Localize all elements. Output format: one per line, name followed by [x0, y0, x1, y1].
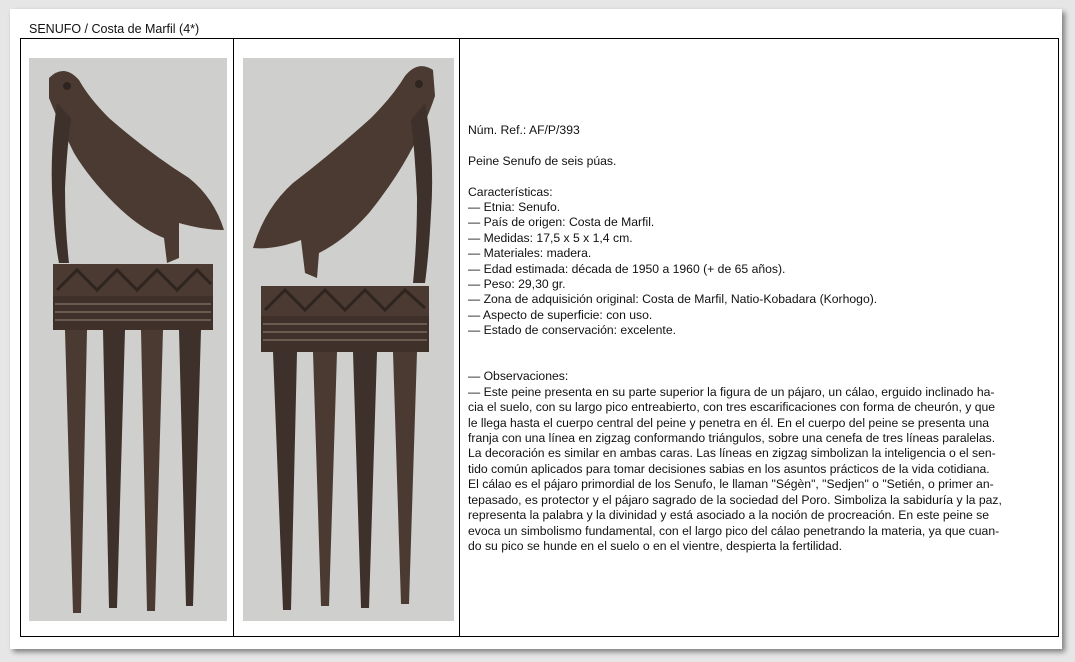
observation-line: tepasado, es protector y el pájaro sagrado de la sociedad del Poro. Simboliza la sabiduría y la paz,	[468, 492, 1002, 507]
description-cell	[460, 39, 1058, 636]
document-sheet	[10, 9, 1062, 649]
comb-photo-back	[243, 58, 454, 621]
observation-line: franja con una línea en zigzag conformando triángulos, sobre una cenefa de tres líneas paralelas.	[468, 431, 996, 446]
characteristic-item: — Edad estimada: década de 1950 a 1960 (+ de 65 años).	[468, 261, 786, 276]
comb-back-image	[243, 58, 454, 621]
characteristic-item: — Aspecto de superficie: con uso.	[468, 307, 653, 322]
characteristic-item: — Materiales: madera.	[468, 246, 592, 261]
observation-line: evoca un simbolismo fundamental, con el largo pico del cálao penetrando la materia, ya que cuan-	[468, 523, 1000, 538]
observation-line: do su pico se hunde en el suelo o en el vientre, despierta la fertilidad.	[468, 538, 842, 553]
photo-cell-front	[21, 39, 234, 636]
photo-cell-back	[234, 39, 460, 636]
description-text	[468, 123, 1052, 554]
reference-number: Núm. Ref.: AF/P/393	[468, 123, 580, 137]
observation-line: — Este peine presenta en su parte superior la figura de un pájaro, un cálao, erguido inclinado ha-	[468, 384, 995, 399]
characteristic-item: — Peso: 29,30 gr.	[468, 277, 566, 292]
characteristic-item: — Etnia: Senufo.	[468, 200, 561, 214]
header-title: SENUFO / Costa de Marfil (4*)	[29, 22, 200, 36]
comb-photo-front	[29, 58, 227, 621]
observation-line: representa la palabra y la divinidad y está asociado a la noción de procreación. En este peine se	[468, 508, 990, 523]
observation-line: le llega hasta el cuerpo central del peine y penetra en él. En el cuerpo del peine se presenta una	[468, 415, 990, 430]
characteristic-item: — Estado de conservación: excelente.	[468, 323, 676, 338]
characteristic-item: — País de origen: Costa de Marfil.	[468, 215, 655, 230]
characteristic-item: — Medidas: 17,5 x 5 x 1,4 cm.	[468, 230, 633, 245]
observation-line: La decoración es similar en ambas caras. Las líneas en zigzag simbolizan la inteligencia o el sen-	[468, 446, 996, 461]
item-description: Peine Senufo de seis púas.	[468, 153, 617, 168]
observation-line: tido común aplicados para tomar decisiones sabias en los asuntos prácticos de la vida cotidiana.	[468, 461, 990, 476]
item-table	[20, 38, 1059, 637]
characteristic-item: — Zona de adquisición original: Costa de Marfil, Natio-Kobadara (Korhogo).	[468, 292, 878, 307]
comb-front-image	[29, 58, 227, 621]
observations-title: — Observaciones:	[468, 369, 569, 384]
observation-line: El cálao es el pájaro primordial de los Senufo, le llaman "Ségèn", "Sedjen" o "Setién, o primer an-	[468, 477, 994, 492]
characteristics-title: Características:	[468, 184, 553, 199]
observation-line: cia el suelo, con su largo pico entreabierto, con tres escarificaciones con forma de cheurón, y que	[468, 400, 996, 415]
